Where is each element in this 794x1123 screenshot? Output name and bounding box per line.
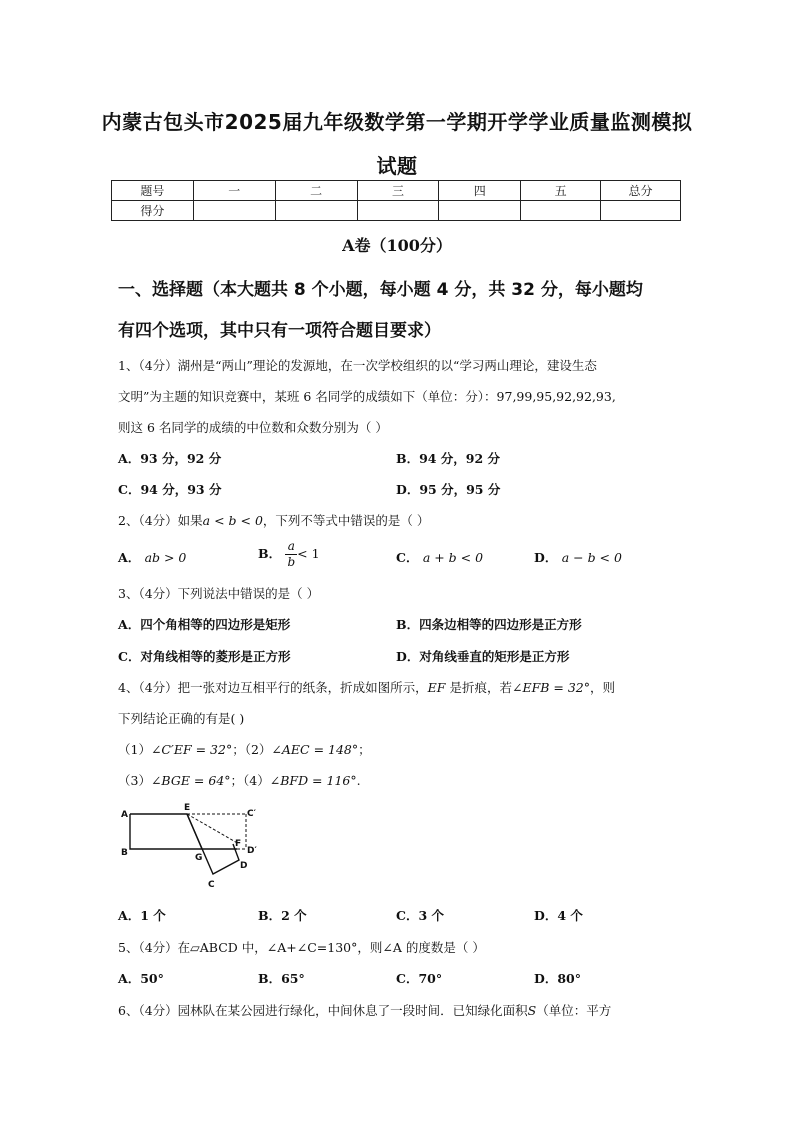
score-cell[interactable] [275,201,357,221]
q4-punct: . [356,773,361,788]
score-header-cell: 三 [357,181,439,201]
dashed-crease [187,814,239,844]
q1-option-d[interactable]: D．95 分，95 分 [396,482,501,497]
q2-stem [118,511,429,529]
q2-a-expr: ab > 0 [144,550,187,565]
q1-stem-line3: 则这 6 名同学的成绩的中位数和众数分别为（ ） [118,420,388,435]
q1-option-b[interactable]: B．94 分，92 分 [396,451,501,466]
q4-statement-1: ∠C′EF = 32° [150,742,233,757]
q4-statements-3-4 [118,771,361,789]
q4-text: 是折痕，若 [445,680,512,695]
label-e: E [184,803,191,813]
q5-option-a[interactable]: A．50° [118,971,164,986]
q4-option-d[interactable]: D．4 个 [534,908,583,923]
part1-heading: 一、选择题（本大题共 8 个小题，每小题 4 分，共 32 分，每小题均 [118,280,643,300]
score-cell[interactable] [193,201,275,221]
q4-punct: ； [358,742,371,757]
q4-label: ；（4） [230,773,270,788]
q2-prefix: 2、（4分）如果 [118,513,203,528]
page-title: 内蒙古包头市2025届九年级数学第一学期开学学业质量监测模拟 [101,110,693,134]
q2-c-expr: a + b < 0 [422,550,484,565]
q4-label: （3） [118,773,151,788]
q1-stem-line1: 1、（4分）湖州是“两山”理论的发源地，在一次学校组织的以“学习两山理论，建设生态 [118,358,597,373]
q4-option-a[interactable]: A．1 个 [118,908,166,923]
q5-option-d[interactable]: D．80° [534,971,581,986]
q3-stem: 3、（4分）下列说法中错误的是（ ） [118,586,320,601]
q3-option-a[interactable]: A．四个角相等的四边形是矩形 [118,617,291,632]
score-cell[interactable] [521,201,601,221]
q4-text: ，则 [590,680,616,695]
q4-angle: ∠EFB = 32° [511,680,591,695]
label-b: B [121,848,128,858]
fraction-numerator: a [285,539,297,555]
score-table-row [112,201,681,221]
q6-stem-line1 [118,1001,611,1019]
q2-suffix: ，下列不等式中错误的是（ ） [262,513,430,528]
q4-text: 4、（4分）把一张对边互相平行的纸条，折成如图所示， [118,680,428,695]
q2-d-expr: a − b < 0 [561,550,622,565]
label-f: F [235,839,242,849]
folded-flap [187,814,242,874]
q2-b-fraction [285,539,297,570]
score-header-cell: 题号 [112,181,194,201]
score-header-cell: 一 [193,181,275,201]
section-a-heading: A卷（100分） [342,236,452,255]
q3-option-c[interactable]: C．对角线相等的菱形是正方形 [118,649,291,664]
q2-option-b[interactable] [258,539,320,570]
q2-option-c[interactable] [396,548,483,566]
label-d: D [240,861,248,871]
option-label: C． [396,550,419,565]
label-c-prime: C′ [247,809,256,819]
q6-s: S [527,1003,537,1018]
q1-option-a[interactable]: A．93 分，92 分 [118,451,222,466]
q4-label: （1） [118,742,151,757]
score-cell[interactable] [601,201,681,221]
q1-stem-line2: 文明”为主题的知识竞赛中，某班 6 名同学的成绩如下（单位：分）：97,99,95,92,92,93, [118,389,616,404]
q5-option-c[interactable]: C．70° [396,971,443,986]
score-table [111,180,681,221]
score-table-header-row [112,181,681,201]
strip-outline [130,814,202,849]
q2-option-d[interactable] [534,548,622,566]
score-header-cell: 二 [275,181,357,201]
page-title-line2: 试题 [376,154,418,178]
q4-fold-figure [115,800,265,895]
option-label: B． [258,546,282,561]
q4-stem-line2: 下列结论正确的有是( ) [118,711,245,726]
score-header-cell: 总分 [601,181,681,201]
q4-label: ；（2） [232,742,272,757]
option-label: D． [534,550,558,565]
score-header-cell: 四 [439,181,521,201]
q4-statements-1-2 [118,740,371,758]
q4-stem-line1 [118,678,615,696]
part1-heading-line2: 有四个选项，其中只有一项符合题目要求） [118,321,441,341]
q4-ef: EF [427,680,446,695]
fraction-denominator: b [287,555,296,569]
label-c: C [208,880,215,890]
score-row-label: 得分 [112,201,194,221]
q3-option-b[interactable]: B．四条边相等的四边形是正方形 [396,617,582,632]
q6-text: （单位：平方 [536,1003,612,1018]
q4-option-b[interactable]: B．2 个 [258,908,307,923]
q5-stem: 5、（4分）在▱ABCD 中，∠A+∠C=130°，则∠A 的度数是（ ） [118,940,485,955]
score-header-cell: 五 [521,181,601,201]
q3-option-d[interactable]: D．对角线垂直的矩形是正方形 [396,649,570,664]
label-d-prime: D′ [247,846,257,856]
q2-condition: a < b < 0 [202,513,263,528]
score-cell[interactable] [439,201,521,221]
option-label: A． [118,550,141,565]
score-cell[interactable] [357,201,439,221]
q4-option-c[interactable]: C．3 个 [396,908,444,923]
q4-statement-4: ∠BFD = 116° [269,773,357,788]
q2-option-a[interactable] [118,548,186,566]
q5-option-b[interactable]: B．65° [258,971,305,986]
q4-statement-3: ∠BGE = 64° [150,773,231,788]
q6-text: 6、（4分）园林队在某公园进行绿化，中间休息了一段时间．已知绿化面积 [118,1003,528,1018]
q1-option-c[interactable]: C．94 分，93 分 [118,482,222,497]
label-g: G [195,853,203,863]
q4-statement-2: ∠AEC = 148° [271,742,359,757]
label-a: A [121,810,128,820]
q2-b-rest: < 1 [297,546,320,561]
